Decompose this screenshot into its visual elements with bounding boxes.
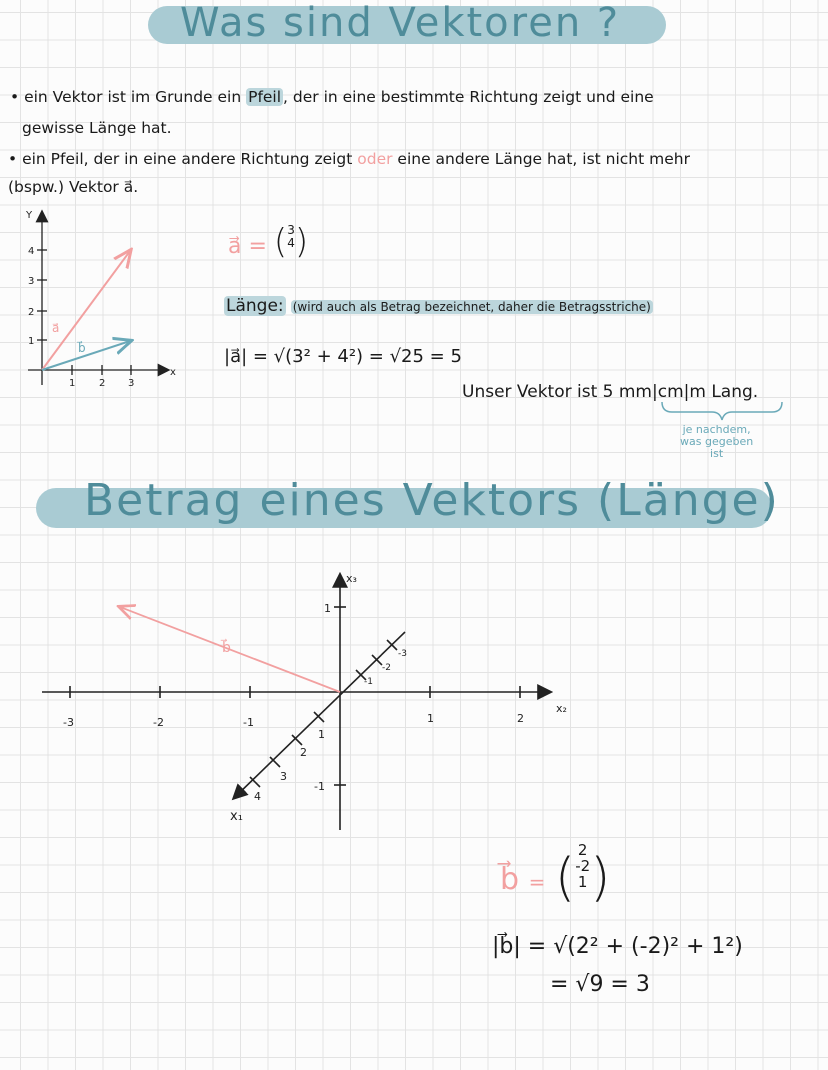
formula-a: |a⃗| = √(3² + 4²) = √25 = 5 (224, 346, 462, 367)
equals: = (248, 234, 267, 259)
formula-b: |b⃗| = √(2² + (-2)² + 1²) (492, 934, 743, 959)
tick: -1 (364, 677, 373, 687)
vector-b-label: b⃗ (222, 640, 231, 656)
vector-a-label: a⃗ (52, 321, 60, 335)
component: 1 (577, 873, 588, 891)
tick: -1 (314, 780, 325, 793)
length-label: Länge: (226, 296, 284, 316)
vector-b-arrow (42, 341, 130, 370)
tick: 1 (427, 712, 434, 725)
tick: -1 (243, 716, 254, 729)
tick: -3 (63, 716, 74, 729)
x3-label: x₃ (346, 572, 357, 585)
tick: 2 (99, 378, 106, 389)
formula-b-result: = √9 = 3 (550, 972, 650, 997)
component: -2 (575, 857, 591, 875)
tick: -2 (153, 716, 164, 729)
tick: 1 (69, 378, 76, 389)
tick: 2 (517, 712, 524, 725)
text: ein Vektor ist im Grunde ein (24, 88, 247, 106)
component: 4 (287, 236, 295, 250)
component: 3 (287, 223, 295, 237)
tick: 3 (280, 770, 287, 783)
bullet-2: • ein Pfeil, der in eine andere Richtung zeigt oder eine andere Länge hat, ist nicht mehr (8, 150, 690, 168)
tick: 1 (318, 728, 325, 741)
vector-a-arrow (42, 251, 130, 370)
bullet-1: • ein Vektor ist im Grunde ein Pfeil , der in eine bestimmte Richtung zeigt und eine (10, 88, 654, 106)
note-line: was gegeben (680, 435, 754, 448)
x1-axis (234, 632, 405, 798)
tick: -2 (382, 663, 391, 673)
highlight-pfeil: Pfeil (248, 88, 282, 106)
tick: 1 (324, 602, 331, 615)
bullet-2-cont: (bspw.) Vektor a⃗. (8, 178, 139, 196)
vector-name: b⃗ (500, 862, 520, 897)
tick: 2 (300, 746, 307, 759)
vector-name: a⃗ (228, 234, 242, 259)
page-title: Was sind Vektoren ? (180, 0, 621, 46)
component: 2 (577, 841, 588, 859)
length-line (224, 296, 653, 316)
vector-b-definition: b⃗ = ( 2 -2 1) (500, 841, 611, 908)
text: ein Pfeil, der in eine andere Richtung zeigt (22, 150, 358, 168)
text: eine andere Länge hat, ist nicht mehr (392, 150, 690, 168)
x-label: x (170, 367, 176, 378)
section2-title: Betrag eines Vektors (Länge) (84, 475, 780, 526)
bullet-1-cont: gewisse Länge hat. (22, 119, 172, 137)
note-line: je nachdem, (682, 423, 751, 436)
length-note: (wird auch als Betrag bezeichnet, daher die Betragsstriche) (292, 300, 651, 314)
graph-3d-labels (63, 572, 567, 824)
brace-note (680, 424, 753, 460)
tick: 3 (128, 378, 135, 389)
tick: -3 (398, 649, 407, 659)
tick: 3 (28, 276, 35, 287)
y-label: Y (26, 210, 33, 221)
x2-label: x₂ (556, 702, 567, 715)
brace (662, 402, 782, 420)
text: , der in eine bestimmte Richtung zeigt und eine (283, 88, 654, 106)
tick: 1 (28, 336, 35, 347)
length-sentence: Unser Vektor ist 5 mm|cm|m Lang. (462, 382, 759, 402)
tick: 4 (254, 790, 261, 803)
vector-a-definition: a⃗ = (3 4) (228, 222, 309, 262)
text-oder: oder (357, 150, 393, 168)
graph-2d (28, 212, 168, 385)
note-line: ist (710, 447, 724, 460)
equals: = (528, 870, 546, 894)
x1-label: x₁ (230, 809, 243, 824)
graph-3d (42, 575, 550, 830)
tick: 2 (28, 307, 35, 318)
tick: 4 (28, 246, 35, 257)
vector-b-label: b⃗ (78, 341, 86, 355)
